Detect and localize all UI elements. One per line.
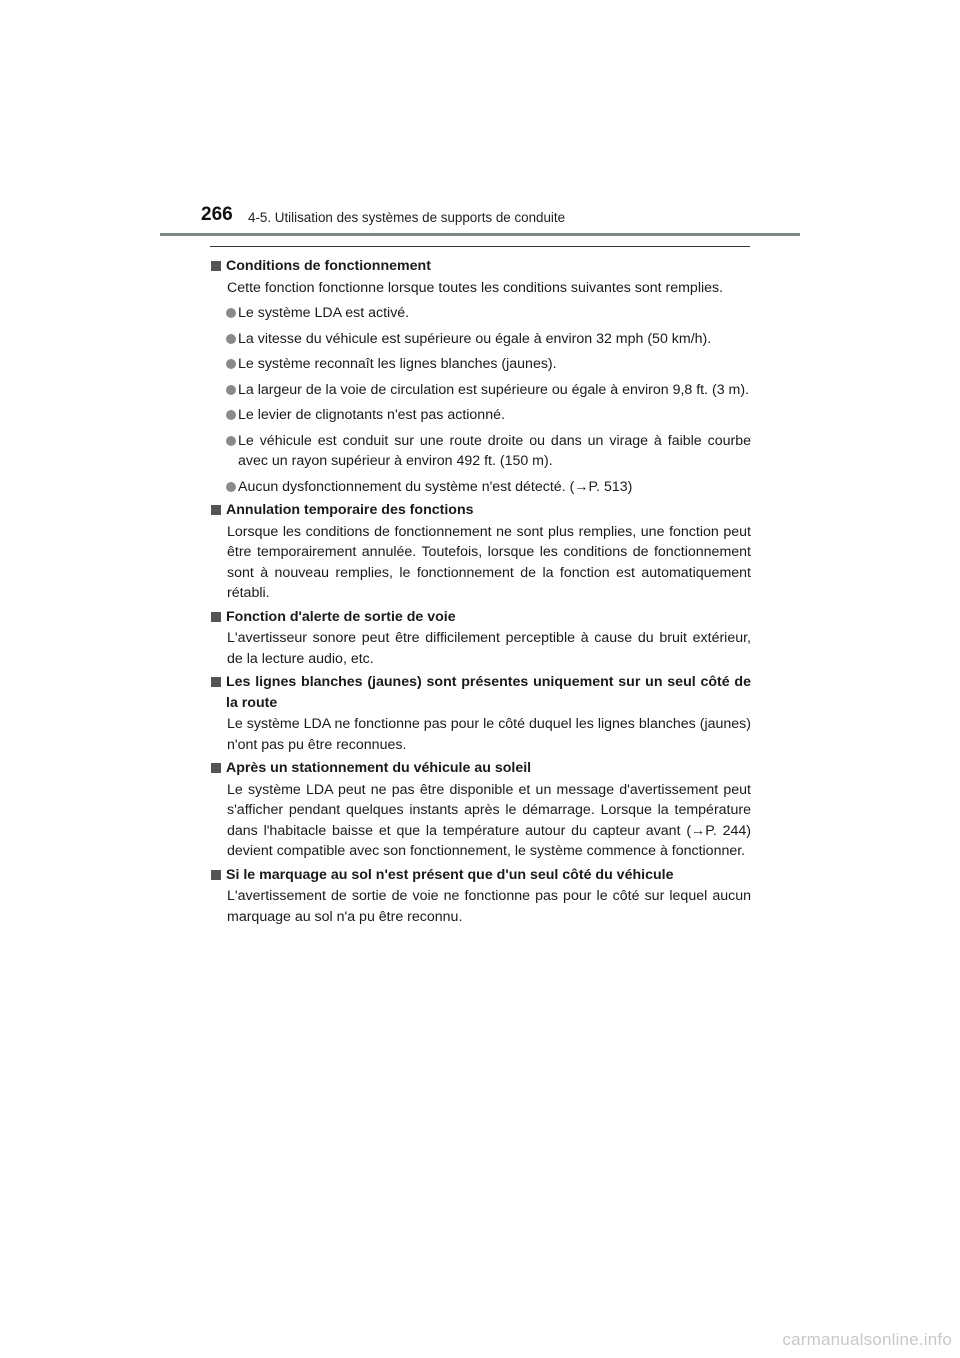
square-bullet-icon — [211, 612, 221, 622]
round-bullet-icon — [226, 436, 236, 446]
section-heading — [211, 865, 751, 886]
section — [211, 865, 751, 928]
list-item-text: Le véhicule est conduit sur une route droite ou dans un virage à faible courbe avec un rayon supérieur à environ 492 ft. (150 m). — [238, 432, 751, 469]
section-heading — [211, 500, 751, 521]
section-paragraph: Le système LDA peut ne pas être disponible et un message d'avertissement peut s'afficher pendant quelques instants après le démarrage. Lorsque la température dans l'habitacle baisse et que la température autour du capteur avant (→P. 244) devient compatible avec son fonctionnement, le système commence à fonctionner. — [227, 781, 751, 859]
list-item-text: La largeur de la voie de circulation est supérieure ou égale à environ 9,8 ft. (3 m). — [238, 381, 750, 398]
square-bullet-icon — [211, 677, 221, 687]
section-heading-text: Si le marquage au sol n'est présent que d'un seul côté du véhicule — [226, 866, 674, 883]
list-item — [211, 303, 751, 324]
list-item-text: Le système reconnaît les lignes blanches (jaunes). — [238, 356, 557, 372]
section-heading-text: Fonction d'alerte de sortie de voie — [226, 608, 456, 625]
square-bullet-icon — [211, 505, 221, 515]
list-item — [211, 329, 751, 350]
round-bullet-icon — [226, 359, 236, 369]
section-heading — [211, 607, 751, 628]
round-bullet-icon — [226, 334, 236, 344]
list-item-text: Le levier de clignotants n'est pas actionné. — [238, 407, 505, 423]
square-bullet-icon — [211, 261, 221, 271]
square-bullet-icon — [211, 870, 221, 880]
section — [211, 758, 751, 862]
section-heading — [211, 256, 751, 277]
section-heading-text: Les lignes blanches (jaunes) sont présentes uniquement sur un seul côté de la route — [226, 674, 751, 711]
square-bullet-icon — [211, 763, 221, 773]
section-heading-text: Annulation temporaire des fonctions — [226, 502, 474, 518]
section — [211, 500, 751, 604]
list-item — [211, 431, 751, 472]
section-heading — [211, 758, 751, 779]
list-item — [211, 380, 751, 401]
round-bullet-icon — [226, 308, 236, 318]
section-paragraph: Cette fonction fonctionne lorsque toutes les conditions suivantes sont remplies. — [227, 279, 724, 296]
section — [211, 672, 751, 755]
section-heading-text: Après un stationnement du véhicule au soleil — [226, 760, 532, 776]
bullet-list — [211, 303, 751, 497]
section — [211, 256, 751, 497]
list-item — [211, 477, 751, 498]
content — [211, 256, 751, 930]
page-number: 266 — [201, 204, 233, 225]
section-paragraph: L'avertissement de sortie de voie ne fonctionne pas pour le côté sur lequel aucun marquage au sol n'a pu être reconnu. — [227, 888, 751, 925]
list-item-text: Le système LDA est activé. — [238, 305, 410, 321]
list-item-text: Aucun dysfonctionnement du système n'est détecté. (→P. 513) — [238, 478, 633, 495]
list-item — [211, 354, 751, 375]
round-bullet-icon — [226, 482, 236, 492]
list-item — [211, 405, 751, 426]
section-paragraph: Lorsque les conditions de fonctionnement ne sont plus remplies, une fonction peut être temporairement annulée. Toutefois, lorsque les conditions de fonctionnement sont à nouveau remplies, le fonctionnement de la fonction est automatiquement rétabli. — [227, 523, 751, 601]
section — [211, 607, 751, 670]
section-heading — [211, 672, 751, 713]
section-paragraph: L'avertisseur sonore peut être difficilement perceptible à cause du bruit extérieur, de la lecture audio, etc. — [227, 630, 751, 667]
round-bullet-icon — [226, 385, 236, 395]
watermark: carmanualsonline.info — [782, 1330, 952, 1349]
content-rule — [210, 246, 750, 247]
section-title: 4-5. Utilisation des systèmes de supports de conduite — [248, 210, 566, 225]
header-rule — [160, 233, 800, 236]
section-paragraph: Le système LDA ne fonctionne pas pour le côté duquel les lignes blanches (jaunes) n'ont pas pu être reconnues. — [227, 716, 751, 753]
list-item-text: La vitesse du véhicule est supérieure ou égale à environ 32 mph (50 km/h). — [238, 330, 712, 347]
round-bullet-icon — [226, 410, 236, 420]
section-heading-text: Conditions de fonctionnement — [226, 258, 431, 274]
